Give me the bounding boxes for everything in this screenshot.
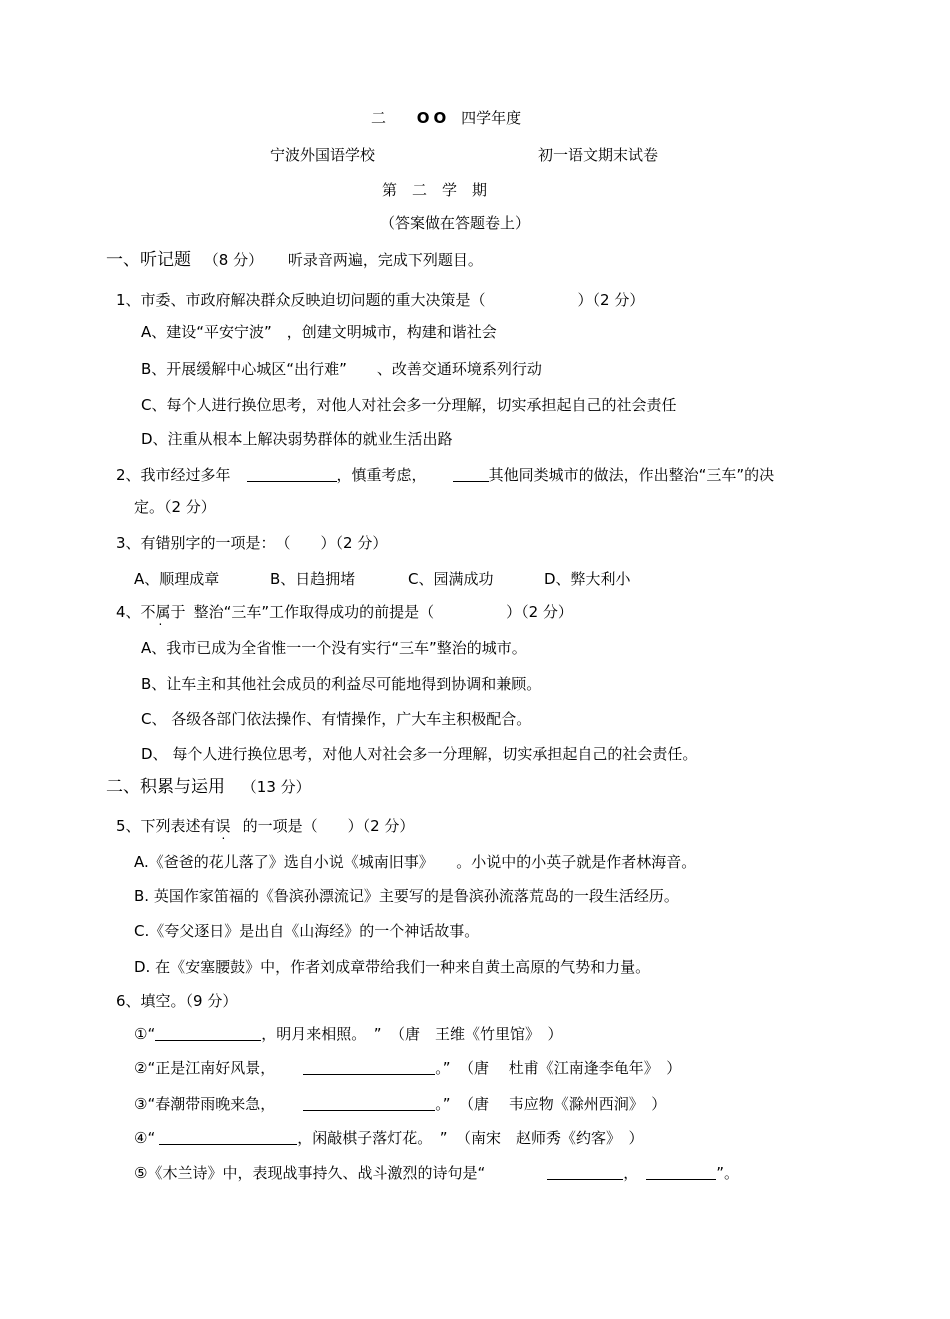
q1-option-c: C、每个人进行换位思考，对他人对社会多一分理解，切实承担起自己的社会责任: [141, 396, 677, 414]
q2-line-2: 定。（2 分）: [134, 498, 216, 516]
q6-stem: 6、填空。（9 分）: [116, 992, 238, 1010]
q5-option-d: D. 在《安塞腰鼓》中，作者刘成章带给我们一种来自黄土高原的气势和力量。: [134, 958, 651, 976]
q3-option-b: B、日趋拥堵: [270, 570, 356, 588]
q6-item-2-end: 。”: [435, 1059, 451, 1077]
q2-line-1: [116, 465, 774, 485]
q3-option-d: D、弊大利小: [544, 570, 631, 588]
q6-item-1-line: ，明月来相照。 ”: [261, 1025, 382, 1043]
q5-emphasis: 误: [215, 817, 231, 835]
q2-blank-2[interactable]: [453, 466, 489, 482]
year-part-2: OO: [416, 109, 451, 127]
q6-item-3-end: 。”: [435, 1095, 451, 1113]
q5-stem: 的一项是（ ）（2 分）: [242, 817, 415, 835]
q4-option-b: B、让车主和其他社会成员的利益尽可能地得到协调和兼顾。: [141, 675, 542, 693]
section1-score: （8 分）: [203, 251, 264, 269]
q6-item-2-lead: ②“正是江南好风景，: [134, 1059, 276, 1077]
section1-instruction: 听录音两遍，完成下列题目。: [287, 251, 483, 269]
q3-option-a: A、顺理成章: [134, 570, 220, 588]
q4-option-d: D、 每个人进行换位思考，对他人对社会多一分理解，切实承担起自己的社会责任。: [141, 745, 698, 763]
q3-stem: 3、有错别字的一项是： （ ）（2 分）: [116, 534, 388, 552]
section2-heading: [106, 777, 311, 797]
q6-item-3-lead: ③“春潮带雨晚来急，: [134, 1095, 276, 1113]
q6-item-2-source: （唐 杜甫《江南逢李龟年》 ）: [466, 1059, 682, 1077]
q6-item-5: [134, 1163, 739, 1183]
year-line: [371, 108, 521, 128]
q6-item-1-source: （唐 王维《竹里馆》 ）: [397, 1025, 563, 1043]
q4-option-a: A、我市已成为全省惟一一个没有实行“三车”整治的城市。: [141, 639, 527, 657]
q2-part-a: 2、我市经过多年: [116, 466, 231, 484]
q6-item-4-lead: ④“: [134, 1129, 156, 1147]
q6-item-4-source: （南宋 赵师秀《约客》 ）: [463, 1129, 644, 1147]
term-line: 第 二 学 期: [382, 181, 488, 199]
q4-stem: 整治“三车”工作取得成功的前提是（: [193, 603, 435, 621]
exam-title: 初一语文期末试卷: [538, 146, 659, 164]
q5-option-c: C.《夸父逐日》是出自《山海经》的一个神话故事。: [134, 922, 480, 940]
school-name: 宁波外国语学校: [270, 146, 376, 164]
q6-item-1: [134, 1024, 563, 1044]
q6-item-4: [134, 1128, 644, 1148]
section1-title: 一、听记题: [106, 250, 191, 270]
q1-stem: 1、市委、市政府解决群众反映迫切问题的重大决策是（: [116, 291, 486, 309]
q5-option-b: B. 英国作家笛福的《鲁滨孙漂流记》主要写的是鲁滨孙流落荒岛的一段生活经历。: [134, 887, 679, 905]
q6-item-1-blank[interactable]: [155, 1025, 261, 1041]
q4-tail: ）（2 分）: [506, 603, 573, 621]
q6-item-4-blank[interactable]: [159, 1129, 297, 1145]
q3-option-c: C、园满成功: [408, 570, 494, 588]
q6-item-5-blank-2[interactable]: [646, 1164, 716, 1180]
q6-item-3-blank[interactable]: [303, 1095, 435, 1111]
q6-item-5-lead: ⑤《木兰诗》中，表现战事持久、战斗激烈的诗句是“: [134, 1164, 486, 1182]
year-part-3: 四学年度: [461, 109, 522, 127]
q6-item-5-end: ”。: [716, 1164, 740, 1182]
q6-item-5-comma: ，: [623, 1164, 639, 1182]
q6-item-4-line: ，闲敲棋子落灯花。 ”: [297, 1129, 448, 1147]
q6-item-2: [134, 1058, 681, 1078]
q1-stem-line: [116, 290, 644, 310]
year-part-1: 二: [371, 109, 387, 127]
q6-item-5-blank-1[interactable]: [547, 1164, 623, 1180]
q4-option-c: C、 各级各部门依法操作、有情操作，广大车主积极配合。: [141, 710, 532, 728]
q4-number: 4、: [116, 603, 141, 621]
q6-item-1-lead: ①“: [134, 1025, 156, 1043]
q4-stem-line: [116, 602, 573, 622]
q6-item-3-source: （唐 韦应物《滁州西涧》 ）: [466, 1095, 667, 1113]
section1-heading: [106, 250, 483, 270]
q4-emphasis: 不属于: [140, 603, 186, 621]
q6-item-2-blank[interactable]: [303, 1059, 435, 1075]
section2-title: 二、积累与运用: [106, 777, 225, 797]
q5-option-a: A.《爸爸的花儿落了》选自小说《城南旧事》 。小说中的小英子就是作者林海音。: [134, 853, 697, 871]
q2-part-b: ，慎重考虑，: [336, 466, 427, 484]
q2-blank-1[interactable]: [247, 466, 337, 482]
q2-part-c: 其他同类城市的做法，作出整治“三车”的决: [488, 466, 775, 484]
q1-option-a: A、建设“平安宁波” ，创建文明城市，构建和谐社会: [141, 323, 497, 341]
q5-stem-line: [116, 816, 414, 836]
q1-option-b: B、开展缓解中心城区“出行难” 、改善交通环境系列行动: [141, 360, 542, 378]
answer-note: （答案做在答题卷上）: [380, 214, 531, 232]
section2-score: （13 分）: [241, 778, 311, 796]
q6-item-3: [134, 1094, 666, 1114]
q1-tail: ）（2 分）: [577, 291, 645, 309]
q1-option-d: D、注重从根本上解决弱势群体的就业生活出路: [141, 430, 453, 448]
q5-prefix: 5、下列表述有: [116, 817, 216, 835]
